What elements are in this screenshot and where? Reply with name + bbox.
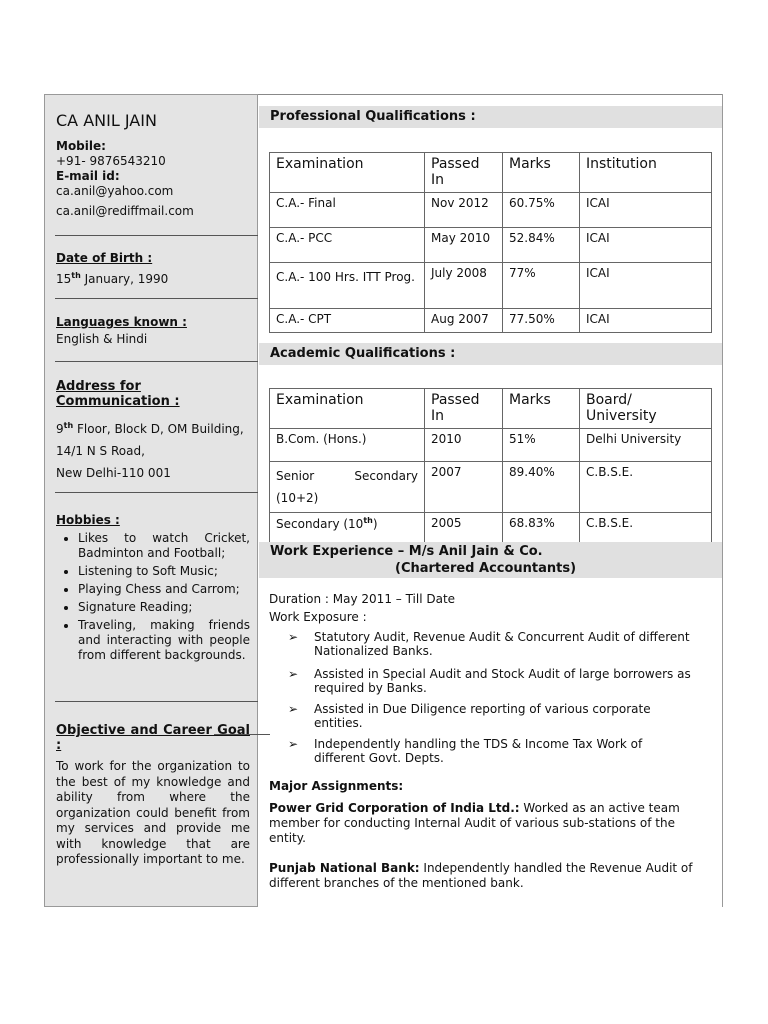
divider: [55, 492, 258, 493]
table-row: [270, 462, 712, 513]
list-item: ➢ Statutory Audit, Revenue Audit & Concurrent Audit of different Nationalized Banks.: [288, 630, 690, 658]
table-row: [270, 193, 712, 228]
table-row: [270, 309, 712, 333]
divider: [55, 701, 258, 702]
list-item: ➢ Independently handling the TDS & Income Tax Work of different Govt. Depts.: [288, 737, 643, 765]
table-row: [270, 228, 712, 263]
hobbies-block: [56, 513, 250, 666]
table-cell: 68.83%: [503, 513, 580, 543]
table-row: [270, 263, 712, 309]
column-header: Examination: [270, 389, 425, 429]
table-cell: C.B.S.E.: [580, 462, 712, 513]
table-cell: ICAI: [580, 263, 712, 309]
languages-label: Languages known :: [56, 315, 187, 329]
column-header: Institution: [580, 153, 712, 193]
contact-block: [56, 139, 250, 219]
table-cell: C.A.- 100 Hrs. ITT Prog.: [270, 263, 425, 309]
table-cell: ICAI: [580, 309, 712, 333]
academic-heading: Academic Qualifications :: [259, 343, 722, 365]
table-cell: Senior Secondary (10+2): [270, 462, 425, 513]
table-cell: 89.40%: [503, 462, 580, 513]
column-header: Examination: [270, 153, 425, 193]
divider: [55, 235, 258, 236]
dob-block: [56, 251, 250, 287]
list-item: • Likes to watch Cricket, Badminton and Football;: [78, 531, 250, 561]
table-cell: 2005: [425, 513, 503, 543]
column-header: Marks: [503, 153, 580, 193]
table-cell: 77%: [503, 263, 580, 309]
email-1: ca.anil@yahoo.com: [56, 184, 174, 198]
hobbies-list: [56, 531, 250, 663]
divider: [55, 298, 258, 299]
divider: [55, 361, 258, 362]
table-cell: 77.50%: [503, 309, 580, 333]
email-label: E-mail id:: [56, 169, 120, 183]
professional-heading: Professional Qualifications :: [259, 106, 722, 128]
table-cell: 2010: [425, 429, 503, 462]
objective-label: Objective and Career Goal :: [56, 723, 250, 753]
table-cell: May 2010: [425, 228, 503, 263]
table-cell: C.A.- CPT: [270, 309, 425, 333]
candidate-name: CA ANIL JAIN: [56, 111, 157, 130]
list-item: • Listening to Soft Music;: [78, 564, 250, 579]
list-item: • Traveling, making friends and interacting with people from different backgrounds.: [78, 618, 250, 663]
column-header: Board/ University: [580, 389, 712, 429]
column-header: Passed In: [425, 389, 503, 429]
table-cell: C.A.- Final: [270, 193, 425, 228]
work-heading: [259, 542, 722, 578]
table-row: [270, 429, 712, 462]
table-cell: C.B.S.E.: [580, 513, 712, 543]
table-row: [270, 513, 712, 543]
work-duration: Duration : May 2011 – Till Date: [269, 592, 456, 606]
address-block: [56, 379, 256, 484]
languages-block: [56, 315, 250, 347]
table-header-row: [270, 389, 712, 429]
arrow-bullet-icon: ➢: [288, 737, 299, 751]
major-assignments-label: Major Assignments:: [269, 779, 404, 793]
sidebar: [44, 94, 258, 907]
languages-value: English & Hindi: [56, 332, 148, 346]
column-header: Marks: [503, 389, 580, 429]
table-cell: Aug 2007: [425, 309, 503, 333]
arrow-bullet-icon: ➢: [288, 702, 299, 716]
assignment-pnb: Punjab National Bank: Independently handled the Revenue Audit of different branches of the mentioned bank.: [269, 861, 693, 890]
objective-block: [56, 723, 250, 868]
table-cell: July 2008: [425, 263, 503, 309]
list-item: ➢ Assisted in Due Diligence reporting of various corporate entities.: [288, 702, 651, 730]
dob-value: 15th January, 1990: [56, 271, 169, 286]
table-cell: Nov 2012: [425, 193, 503, 228]
work-heading-line1: Work Experience – M/s Anil Jain & Co.: [270, 544, 543, 559]
mobile-number: +91- 9876543210: [56, 154, 166, 168]
hobbies-label: Hobbies :: [56, 513, 120, 527]
email-2: ca.anil@rediffmail.com: [56, 204, 194, 218]
arrow-bullet-icon: ➢: [288, 630, 299, 644]
table-cell: 52.84%: [503, 228, 580, 263]
academic-table: [269, 388, 712, 543]
address-lines: 9th Floor, Block D, OM Building, 14/1 N S Road, New Delhi-110 001: [56, 421, 244, 480]
table-cell: 2007: [425, 462, 503, 513]
assignment-power-grid: Power Grid Corporation of India Ltd.: Worked as an active team member for conducting Internal Audit of various sub-stations of the entity.: [269, 801, 680, 845]
table-cell: ICAI: [580, 193, 712, 228]
table-cell: Delhi University: [580, 429, 712, 462]
objective-text: To work for the organization to the best of my knowledge and ability from where the organization could benefit from my services and provide me with knowledge that are professionally important to me.: [56, 759, 250, 866]
table-cell: B.Com. (Hons.): [270, 429, 425, 462]
work-heading-line2: (Chartered Accountants): [395, 561, 577, 576]
work-exposure-label: Work Exposure :: [269, 610, 367, 624]
list-item: ➢ Assisted in Special Audit and Stock Audit of large borrowers as required by Banks.: [288, 667, 691, 695]
table-cell: ICAI: [580, 228, 712, 263]
table-cell: 60.75%: [503, 193, 580, 228]
mobile-label: Mobile:: [56, 139, 106, 153]
table-header-row: [270, 153, 712, 193]
table-cell: Secondary (10th): [270, 513, 425, 543]
dob-label: Date of Birth :: [56, 251, 153, 265]
table-cell: C.A.- PCC: [270, 228, 425, 263]
professional-table: [269, 152, 712, 333]
arrow-bullet-icon: ➢: [288, 667, 299, 681]
table-cell: 51%: [503, 429, 580, 462]
list-item: • Signature Reading;: [78, 600, 250, 615]
address-label: Address for Communication :: [56, 379, 180, 409]
list-item: • Playing Chess and Carrom;: [78, 582, 250, 597]
column-header: Passed In: [425, 153, 503, 193]
